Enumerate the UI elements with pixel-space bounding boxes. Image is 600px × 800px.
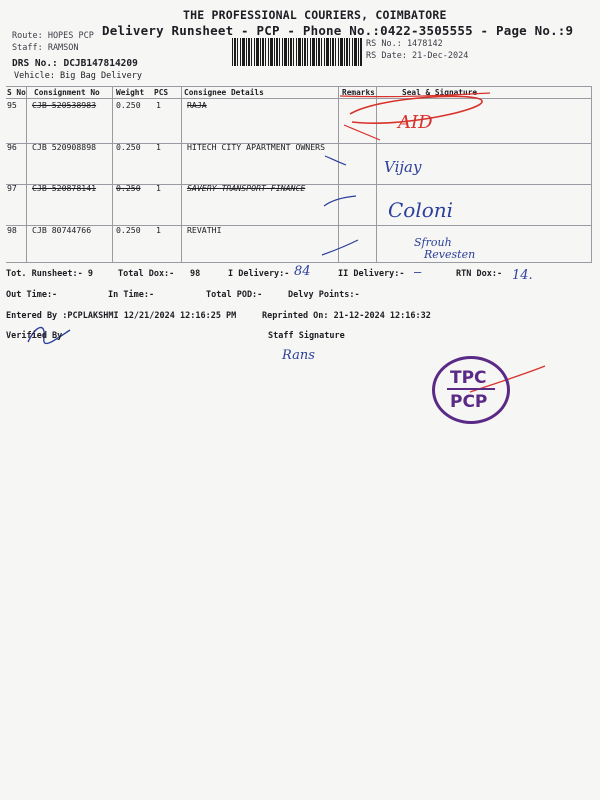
- row-weight: 0.250: [116, 225, 141, 235]
- blue-stroke-3: [322, 240, 358, 255]
- stamp-divider: [447, 388, 495, 390]
- row-pcs: 1: [156, 183, 161, 193]
- signature-row-98-b: Revesten: [424, 248, 476, 261]
- drs-no: DRS No.: DCJB147814209: [12, 58, 138, 69]
- vehicle: Vehicle: Big Bag Delivery: [14, 71, 142, 81]
- ii-delivery-hand: —: [414, 265, 422, 279]
- row-sno: 96: [7, 142, 17, 152]
- reprinted-on: Reprinted On: 21-12-2024 12:16:32: [262, 311, 431, 321]
- out-time: Out Time:-: [6, 290, 58, 300]
- signature-row-95: AID: [398, 112, 433, 133]
- verified-by: Verified By: [6, 331, 63, 341]
- row-consignee: SAVERY TRANSPORT FINANCE: [187, 183, 306, 193]
- total-dox-value: 98: [190, 269, 201, 279]
- rtn-dox-hand: 14.: [512, 268, 533, 283]
- signature-row-97: Coloni: [388, 198, 454, 222]
- row-consignment: CJB 520878141: [32, 183, 97, 193]
- row-pcs: 1: [156, 225, 161, 235]
- blue-stroke-2: [324, 196, 356, 206]
- runsheet-title: Delivery Runsheet - PCP - Phone No.:0422-3505555 - Page No.:9: [102, 23, 574, 38]
- row-weight: 0.250: [116, 142, 141, 152]
- i-delivery-hand: 84: [294, 264, 311, 279]
- total-dox-label: Total Dox:-: [118, 269, 175, 279]
- col-pcs: PCS: [154, 88, 169, 97]
- row-sno: 95: [7, 100, 17, 110]
- col-remarks: Remarks: [342, 88, 375, 97]
- row-consignment: CJB 520908898: [32, 142, 97, 152]
- row-consignment: CJB 80744766: [32, 225, 92, 235]
- blue-stroke-1: [325, 156, 346, 165]
- ii-delivery: II Delivery:-: [338, 269, 405, 279]
- row-consignee: HITECH CITY APARTMENT OWNERS: [187, 142, 326, 152]
- col-consignment: Consignment No: [34, 88, 100, 97]
- staff: Staff: RAMSON: [12, 43, 79, 53]
- row-consignee: REVATHI: [187, 225, 222, 235]
- col-sno: S No: [7, 88, 26, 97]
- delvy-points: Delvy Points:-: [288, 290, 360, 300]
- tot-runsheet: Tot. Runsheet:- 9: [6, 269, 93, 279]
- entered-by: Entered By :PCPLAKSHMI 12/21/2024 12:16:25 PM: [6, 311, 237, 321]
- tpc-stamp: [432, 356, 510, 424]
- row-pcs: 1: [156, 100, 161, 110]
- row-consignee: RAJA: [187, 100, 207, 110]
- col-weight: Weight: [116, 88, 145, 97]
- row-consignment: CJB 520538983: [32, 100, 97, 110]
- row-weight: 0.250: [116, 100, 141, 110]
- row-pcs: 1: [156, 142, 161, 152]
- staff-signature-hand: Rans: [282, 348, 315, 363]
- rs-date: RS Date: 21-Dec-2024: [366, 51, 469, 61]
- signature-row-98-a: Sfrouh: [414, 236, 452, 249]
- row-sno: 98: [7, 225, 17, 235]
- row-sno: 97: [7, 183, 17, 193]
- in-time: In Time:-: [108, 290, 155, 300]
- stamp-bottom-text: PCP: [450, 392, 488, 412]
- staff-signature-label: Staff Signature: [268, 331, 345, 341]
- col-consignee: Consignee Details: [184, 88, 264, 97]
- col-seal: Seal & Signature: [402, 88, 478, 97]
- company-name: THE PROFESSIONAL COURIERS, COIMBATORE: [183, 8, 447, 22]
- rtn-dox: RTN Dox:-: [456, 269, 503, 279]
- signature-row-96: Vijay: [384, 158, 422, 176]
- rs-no: RS No.: 1478142: [366, 39, 443, 49]
- red-tail-stroke: [344, 125, 380, 140]
- row-weight: 0.250: [116, 183, 141, 193]
- stamp-top-text: TPC: [450, 368, 487, 388]
- route: Route: HOPES PCP: [12, 31, 94, 41]
- total-pod: Total POD:-: [206, 290, 263, 300]
- i-delivery: I Delivery:-: [228, 269, 290, 279]
